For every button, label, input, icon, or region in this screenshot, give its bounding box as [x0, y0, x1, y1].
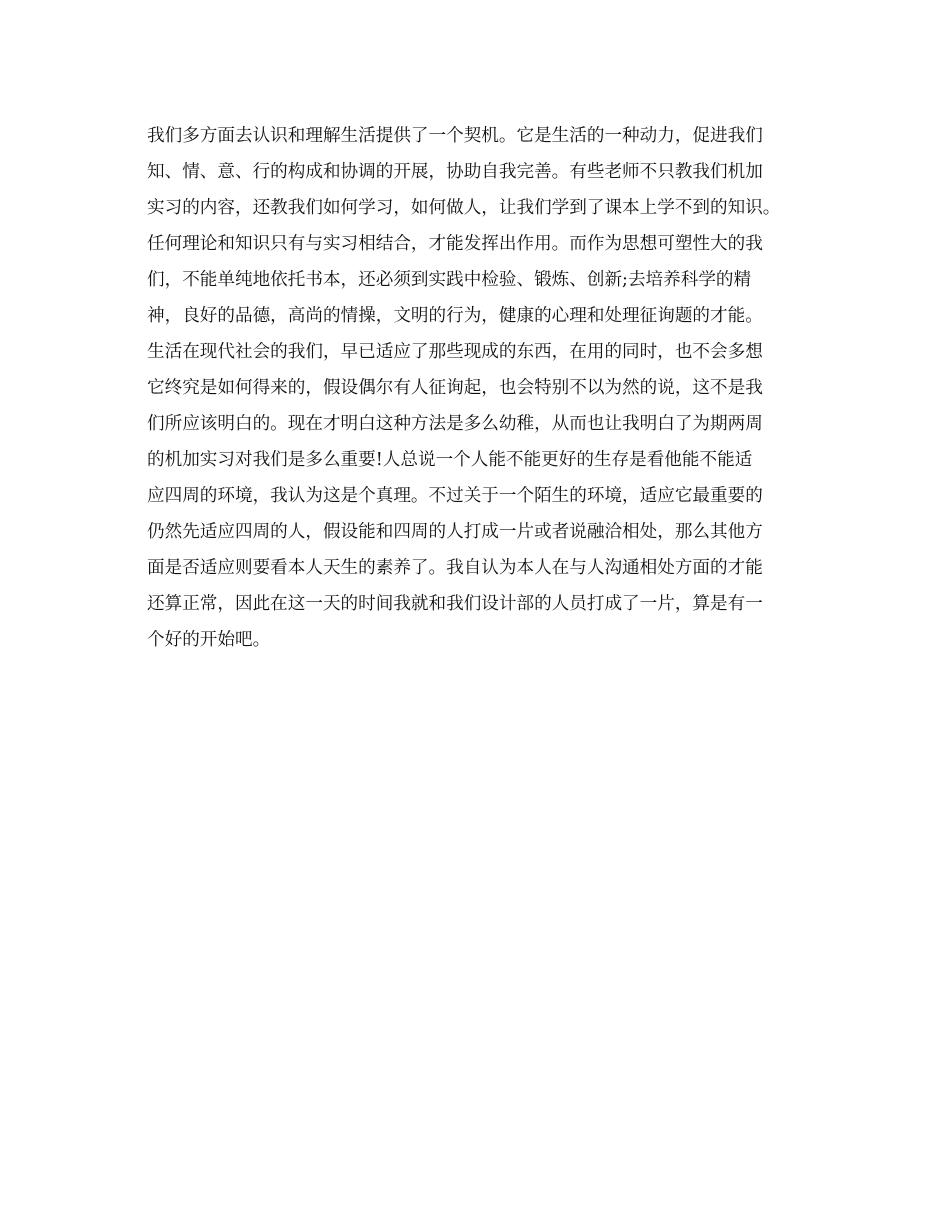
text-line: 知、情、意、行的构成和协调的开展，协助自我完善。有些老师不只教我们机加: [147, 162, 763, 182]
text-line: 我们多方面去认识和理解生活提供了一个契机。它是生活的一种动力，促进我们: [147, 126, 763, 146]
text-line: 应四周的环境，我认为这是个真理。不过关于一个陌生的环境，适应它最重要的: [147, 486, 763, 506]
body-paragraph: [147, 118, 837, 658]
text-line: 还算正常，因此在这一天的时间我就和我们设计部的人员打成了一片，算是有一: [147, 594, 763, 614]
text-line: 的机加实习对我们是多么重要!人总说一个人能不能更好的生存是看他能不能适: [147, 450, 753, 470]
text-line: 它终究是如何得来的，假设偶尔有人征询起，也会特别不以为然的说，这不是我: [147, 378, 763, 398]
text-line: 任何理论和知识只有与实习相结合，才能发挥出作用。而作为思想可塑性大的我: [147, 234, 763, 254]
text-line: 们，不能单纯地依托书本，还必须到实践中检验、锻炼、创新;去培养科学的精: [147, 270, 752, 290]
text-line: 实习的内容，还教我们如何学习，如何做人，让我们学到了课本上学不到的知识。: [147, 198, 781, 218]
text-line: 神，良好的品德，高尚的情操，文明的行为，健康的心理和处理征询题的才能。: [147, 306, 763, 326]
text-line: 个好的开始吧。: [147, 630, 271, 650]
text-line: 生活在现代社会的我们，早已适应了那些现成的东西，在用的同时，也不会多想: [147, 342, 763, 362]
text-line: 面是否适应则要看本人天生的素养了。我自认为本人在与人沟通相处方面的才能: [147, 558, 763, 578]
text-line: 们所应该明白的。现在才明白这种方法是多么幼稚，从而也让我明白了为期两周: [147, 414, 763, 434]
text-line: 仍然先适应四周的人，假设能和四周的人打成一片或者说融洽相处，那么其他方: [147, 522, 763, 542]
